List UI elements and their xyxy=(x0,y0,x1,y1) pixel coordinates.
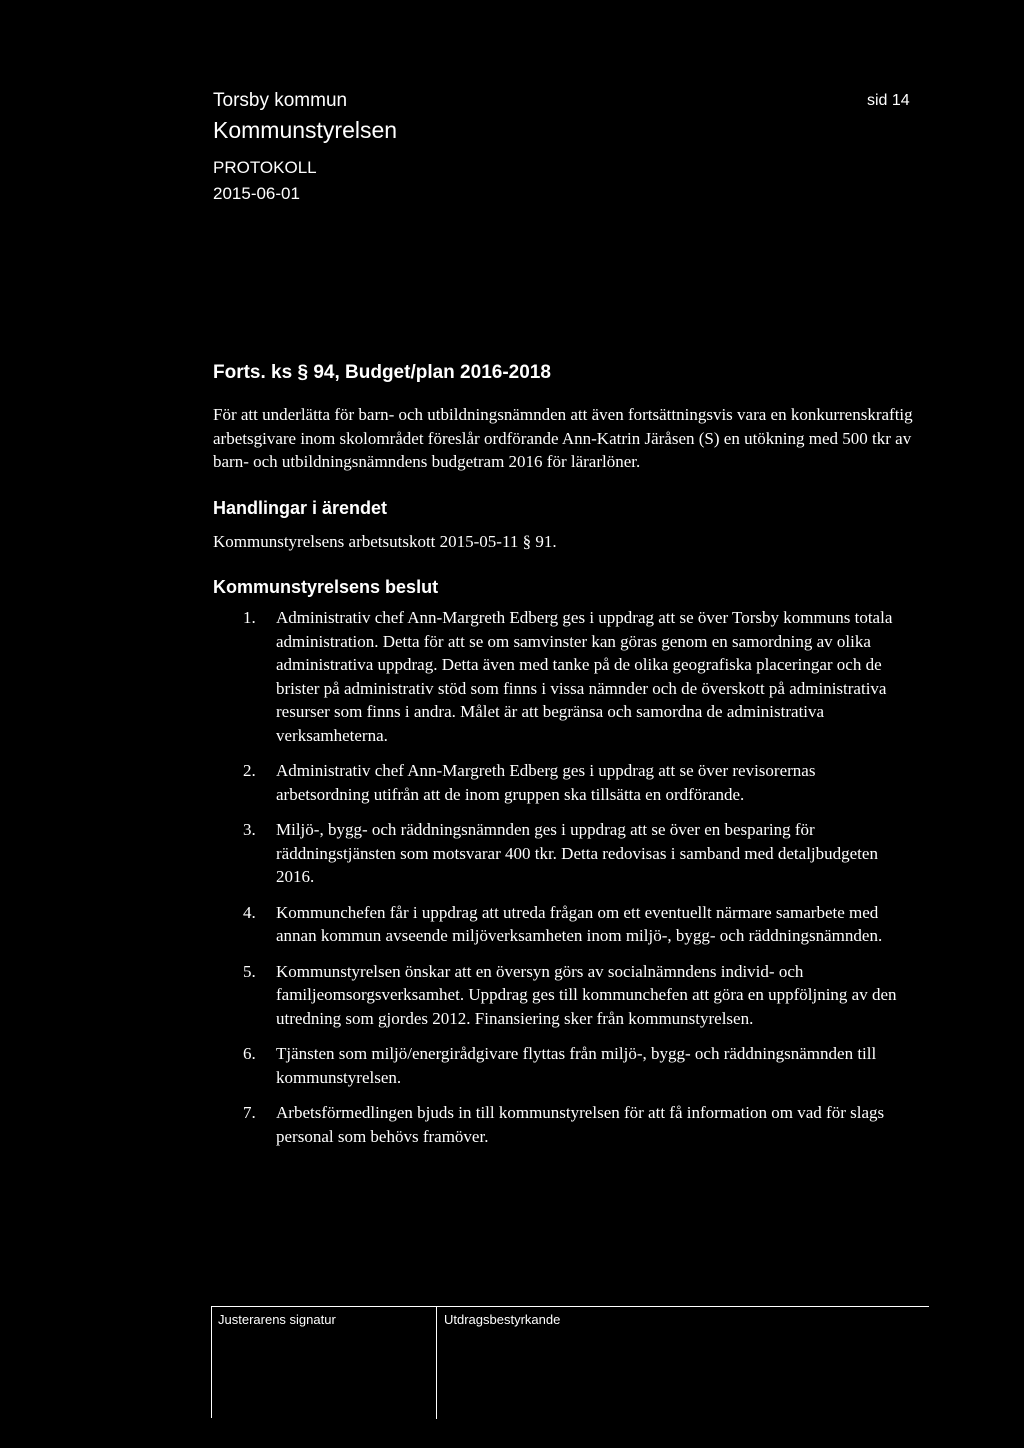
list-item xyxy=(213,1042,913,1089)
item-text: Administrativ chef Ann-Margreth Edberg ges i uppdrag att se över revisorernas arbetsordning utifrån att de inom gruppen ska tillsätta en ordförande. xyxy=(276,761,816,804)
list-item xyxy=(213,818,913,889)
item-text: Miljö-, bygg- och räddningsnämnden ges i uppdrag att se över en besparing för räddningstjänsten som motsvarar 400 tkr. Detta redovisas i samband med detaljbudgeten 2016. xyxy=(276,820,878,886)
header-date: 2015-06-01 xyxy=(213,184,300,203)
list-item xyxy=(213,759,913,806)
item-number: 2. xyxy=(243,761,256,780)
item-number: 4. xyxy=(243,902,256,922)
signature-label-utdrag: Utdragsbestyrkande xyxy=(444,1312,561,1327)
list-item xyxy=(213,1101,913,1148)
item-number: 5. xyxy=(243,961,256,981)
signature-label-justerare: Justerarens signatur xyxy=(218,1312,336,1327)
list-item xyxy=(213,960,913,1031)
item-number: 1. xyxy=(243,608,256,627)
intro-paragraph: För att underlätta för barn- och utbildningsnämnden att även fortsättningsvis vara en konkurrenskraftig arbetsgivare inom skolområdet föreslår ordförande Ann-Katrin Järåsen (S) en utökning med 500 tkr av barn- och utbildningsnämndens budgetram 2016 för lärarlöner. xyxy=(213,405,913,471)
signature-box xyxy=(211,1306,929,1418)
item-text: Tjänsten som miljö/energirådgivare flyttas från miljö-, bygg- och räddningsnämnden till kommunstyrelsen. xyxy=(276,1044,877,1087)
header-board: Kommunstyrelsen xyxy=(213,117,398,143)
documents-text: Kommunstyrelsens arbetsutskott 2015-05-11 § 91. xyxy=(213,531,557,551)
item-number: 7. xyxy=(243,1103,256,1122)
item-text: Administrativ chef Ann-Margreth Edberg ges i uppdrag att se över Torsby kommuns totala administration. Detta för att se om samvinster kan göras genom en samordning av olika administrativa uppdrag. Detta även med tanke på de olika geografiska placeringar och de brister på administrativ stöd som finns i vissa nämnder och de överskott på administrativa resurser som finns i andra. Målet är att begränsa och samordna de administrativa verksamheterna. xyxy=(276,608,893,745)
item-text: Kommunstyrelsen önskar att en översyn görs av socialnämndens individ- och familjeomsorgsverksamhet. Uppdrag ges till kommunchefen att göra en uppföljning av den utredning som gjordes 2012. Finansiering sker från kommunstyrelsen. xyxy=(276,961,897,1028)
header-organization: Torsby kommun xyxy=(213,90,348,111)
list-item xyxy=(213,901,913,948)
section-title: Forts. ks § 94, Budget/plan 2016-2018 xyxy=(213,362,551,383)
signature-divider xyxy=(436,1307,437,1419)
page-number: sid 14 xyxy=(867,92,910,109)
item-text: Kommunchefen får i uppdrag att utreda frågan om ett eventuellt närmare samarbete med annan kommun avseende miljöverksamheten inom miljö-, bygg- och räddningsnämnden. xyxy=(276,902,883,945)
item-text: Arbetsförmedlingen bjuds in till kommunstyrelsen för att få information om vad för slags personal som behövs framöver. xyxy=(276,1103,885,1146)
item-number: 6. xyxy=(243,1044,256,1063)
decision-heading: Kommunstyrelsens beslut xyxy=(213,577,439,597)
content xyxy=(213,362,913,1160)
decision-list xyxy=(213,606,913,1148)
list-item xyxy=(213,606,913,747)
documents-heading: Handlingar i ärendet xyxy=(213,497,388,518)
item-number: 3. xyxy=(243,820,256,839)
header-document-type: PROTOKOLL xyxy=(213,158,317,177)
